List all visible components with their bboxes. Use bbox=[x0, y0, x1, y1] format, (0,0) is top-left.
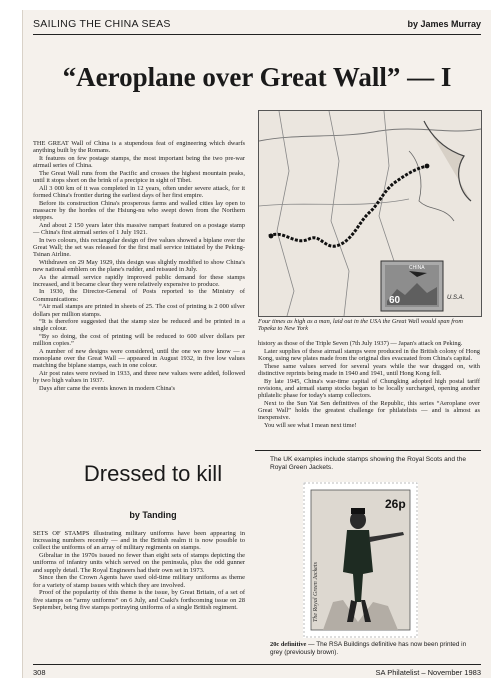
article-column-right bbox=[258, 340, 480, 429]
paragraph: All 3 000 km of it was completed in 12 years, often under severe attack, for it formed China's frontier during the earliest days of her first empire. bbox=[33, 184, 245, 199]
magazine-page bbox=[22, 10, 491, 678]
article-column-left bbox=[33, 140, 245, 393]
section-divider bbox=[255, 450, 481, 451]
paragraph: Withdrawn on 29 May 1929, this design was slightly modified to show China's new national emblem on the plane's rudder, and reissued in July. bbox=[33, 258, 245, 273]
stamp-face-value: 26p bbox=[385, 497, 406, 511]
page-header bbox=[33, 16, 481, 35]
topeka-marker bbox=[269, 234, 274, 239]
figure-caption: Four times as high as a man, laid out in the USA the Great Wall would span from Topeka to New York bbox=[258, 318, 463, 333]
paragraph: You will see what I mean next time! bbox=[264, 421, 357, 429]
definitive-text: — The RSA Buildings definitive has now been printed in grey (previously brown). bbox=[270, 641, 467, 656]
paragraph: “It is therefore suggested that the stamp size be reduced and be printed in a single colour. bbox=[33, 318, 245, 333]
section-title: SAILING THE CHINA SEAS bbox=[33, 18, 171, 30]
uniform-stamp bbox=[303, 482, 418, 638]
author-byline: by James Murray bbox=[407, 19, 481, 29]
dressed-byline: by Tanding bbox=[129, 510, 177, 520]
paragraph: Later supplies of these airmail stamps were produced in the British colony of Hong Kong, using new plates made from the original dies evacuated from China's capital. bbox=[258, 347, 480, 362]
usa-map-illustration bbox=[259, 111, 481, 316]
paragraph: SETS OF STAMPS illustrating military uniforms have been appearing in increasing numbers recently — and in the British realm it is now possible to collect the uniforms of an array of military regiments on stamps. bbox=[33, 530, 245, 552]
paragraph: “Air mail stamps are printed in sheets of 25. The cost of printing is 2 000 silver dollars per million stamps. bbox=[33, 303, 245, 318]
stamp-side-text: The Royal Green Jackets bbox=[313, 562, 319, 622]
paragraph: A number of new designs were considered, until the one we now know — a monoplane over the Great Wall — appeared in August 1932, in five low values matching the biplane stamps, each in one colour. bbox=[33, 348, 245, 370]
paragraph: The Great Wall runs from the Pacific and crosses the highest mountain peaks, until it stops short on the brink of a precipice in sight of Tibet. bbox=[33, 169, 245, 184]
paragraph: Days after came the events known in modern China's bbox=[39, 385, 176, 393]
stamp-value-label: 60 bbox=[389, 295, 401, 306]
paragraph: It features on few postage stamps, the most important being the two pre-war airmail series of China. bbox=[33, 154, 245, 170]
uk-examples-note: The UK examples include stamps showing the Royal Scots and the Royal Green Jackets. bbox=[270, 456, 467, 471]
paragraph: Air post rates were revised in 1933, and three new values were added, followed by two high values in 1937. bbox=[33, 370, 245, 385]
paragraph: Next to the Sun Yat Sen definitives of the Republic, this series “Aeroplane over Great Wall” holds the greatest challenge for philatelists — and is almost as inexpensive. bbox=[258, 399, 480, 421]
dressed-title: Dressed to kill bbox=[83, 461, 223, 486]
definitive-label: 20c definitive bbox=[270, 641, 307, 648]
map-country-label: U.S.A. bbox=[447, 295, 465, 301]
paragraph: In two colours, this rectangular design of five values showed a biplane over the Great Wall; the set was released for the first mail service initiated by the Peking-Tsinan Airline. bbox=[33, 236, 245, 258]
paragraph: These same values served for several years while the war dragged on, with distinctive reprints being made in 1940 and 1941, until Hong Kong fell. bbox=[258, 362, 480, 377]
paragraph: And about 2 150 years later this massive rampart featured on a postage stamp — China's first airmail series of 1 July 1921. bbox=[33, 221, 245, 236]
paragraph: Gibraltar in the 1970s issued no fewer than eight sets of stamps depicting the uniforms of infantry units which served on the peninsula, plus the odd gunner and supply detail. The Royal Engineers had their own set in 1973. bbox=[33, 552, 245, 574]
paragraph: By late 1945, China's war-time capital of Chungking adopted high postal tariff revisions, and airmail stamp stocks began to be locally surcharged, opening another philatelic phase for today's stamp collectors. bbox=[258, 377, 480, 399]
dressed-article-column bbox=[33, 530, 245, 612]
paragraph: As the airmail service rapidly improved public demand for these stamps increased, and it became clear they were relatively expensive to produce. bbox=[33, 273, 245, 288]
paragraph: “By so doing, the cost of printing will be reduced to 600 silver dollars per million copies.” bbox=[33, 333, 245, 348]
map-figure bbox=[258, 110, 482, 317]
paragraph: THE GREAT Wall of China is a stupendous feat of engineering which dwarfs anything built by the Romans. bbox=[33, 140, 245, 155]
new-york-marker bbox=[425, 164, 430, 169]
definitive-note bbox=[270, 641, 475, 657]
page-footer bbox=[33, 664, 481, 677]
paragraph: Since then the Crown Agents have used old-time military uniforms as theme for a variety of stamp issues with which they are involved. bbox=[33, 574, 245, 589]
article-title: “Aeroplane over Great Wall” — I bbox=[62, 62, 452, 92]
paragraph: Before its construction China's prosperous farms and walled cities lay open to massacre by the hordes of the Hsiung-nu who swept down from the Northern steppes. bbox=[33, 199, 245, 221]
royal-green-jackets-stamp-illustration bbox=[303, 482, 418, 638]
magazine-issue: SA Philatelist – November 1983 bbox=[375, 668, 481, 677]
page-number: 308 bbox=[33, 668, 46, 677]
paragraph: history as those of the Triple Seven (7th July 1937) — Japan's attack on Peking. bbox=[258, 340, 463, 347]
paragraph: In 1930, the Director-General of Posts reported to the Ministry of Communications: bbox=[33, 288, 245, 303]
stamp-country-label: CHINA bbox=[409, 265, 425, 271]
paragraph: Proof of the popularity of this theme is the issue, by Great Britain, of a set of five stamps on “army uniforms” on 6 July, and Csaki's forthcoming issue on 28 September, being five stamps portraying uniforms of a single British regiment. bbox=[33, 589, 245, 611]
